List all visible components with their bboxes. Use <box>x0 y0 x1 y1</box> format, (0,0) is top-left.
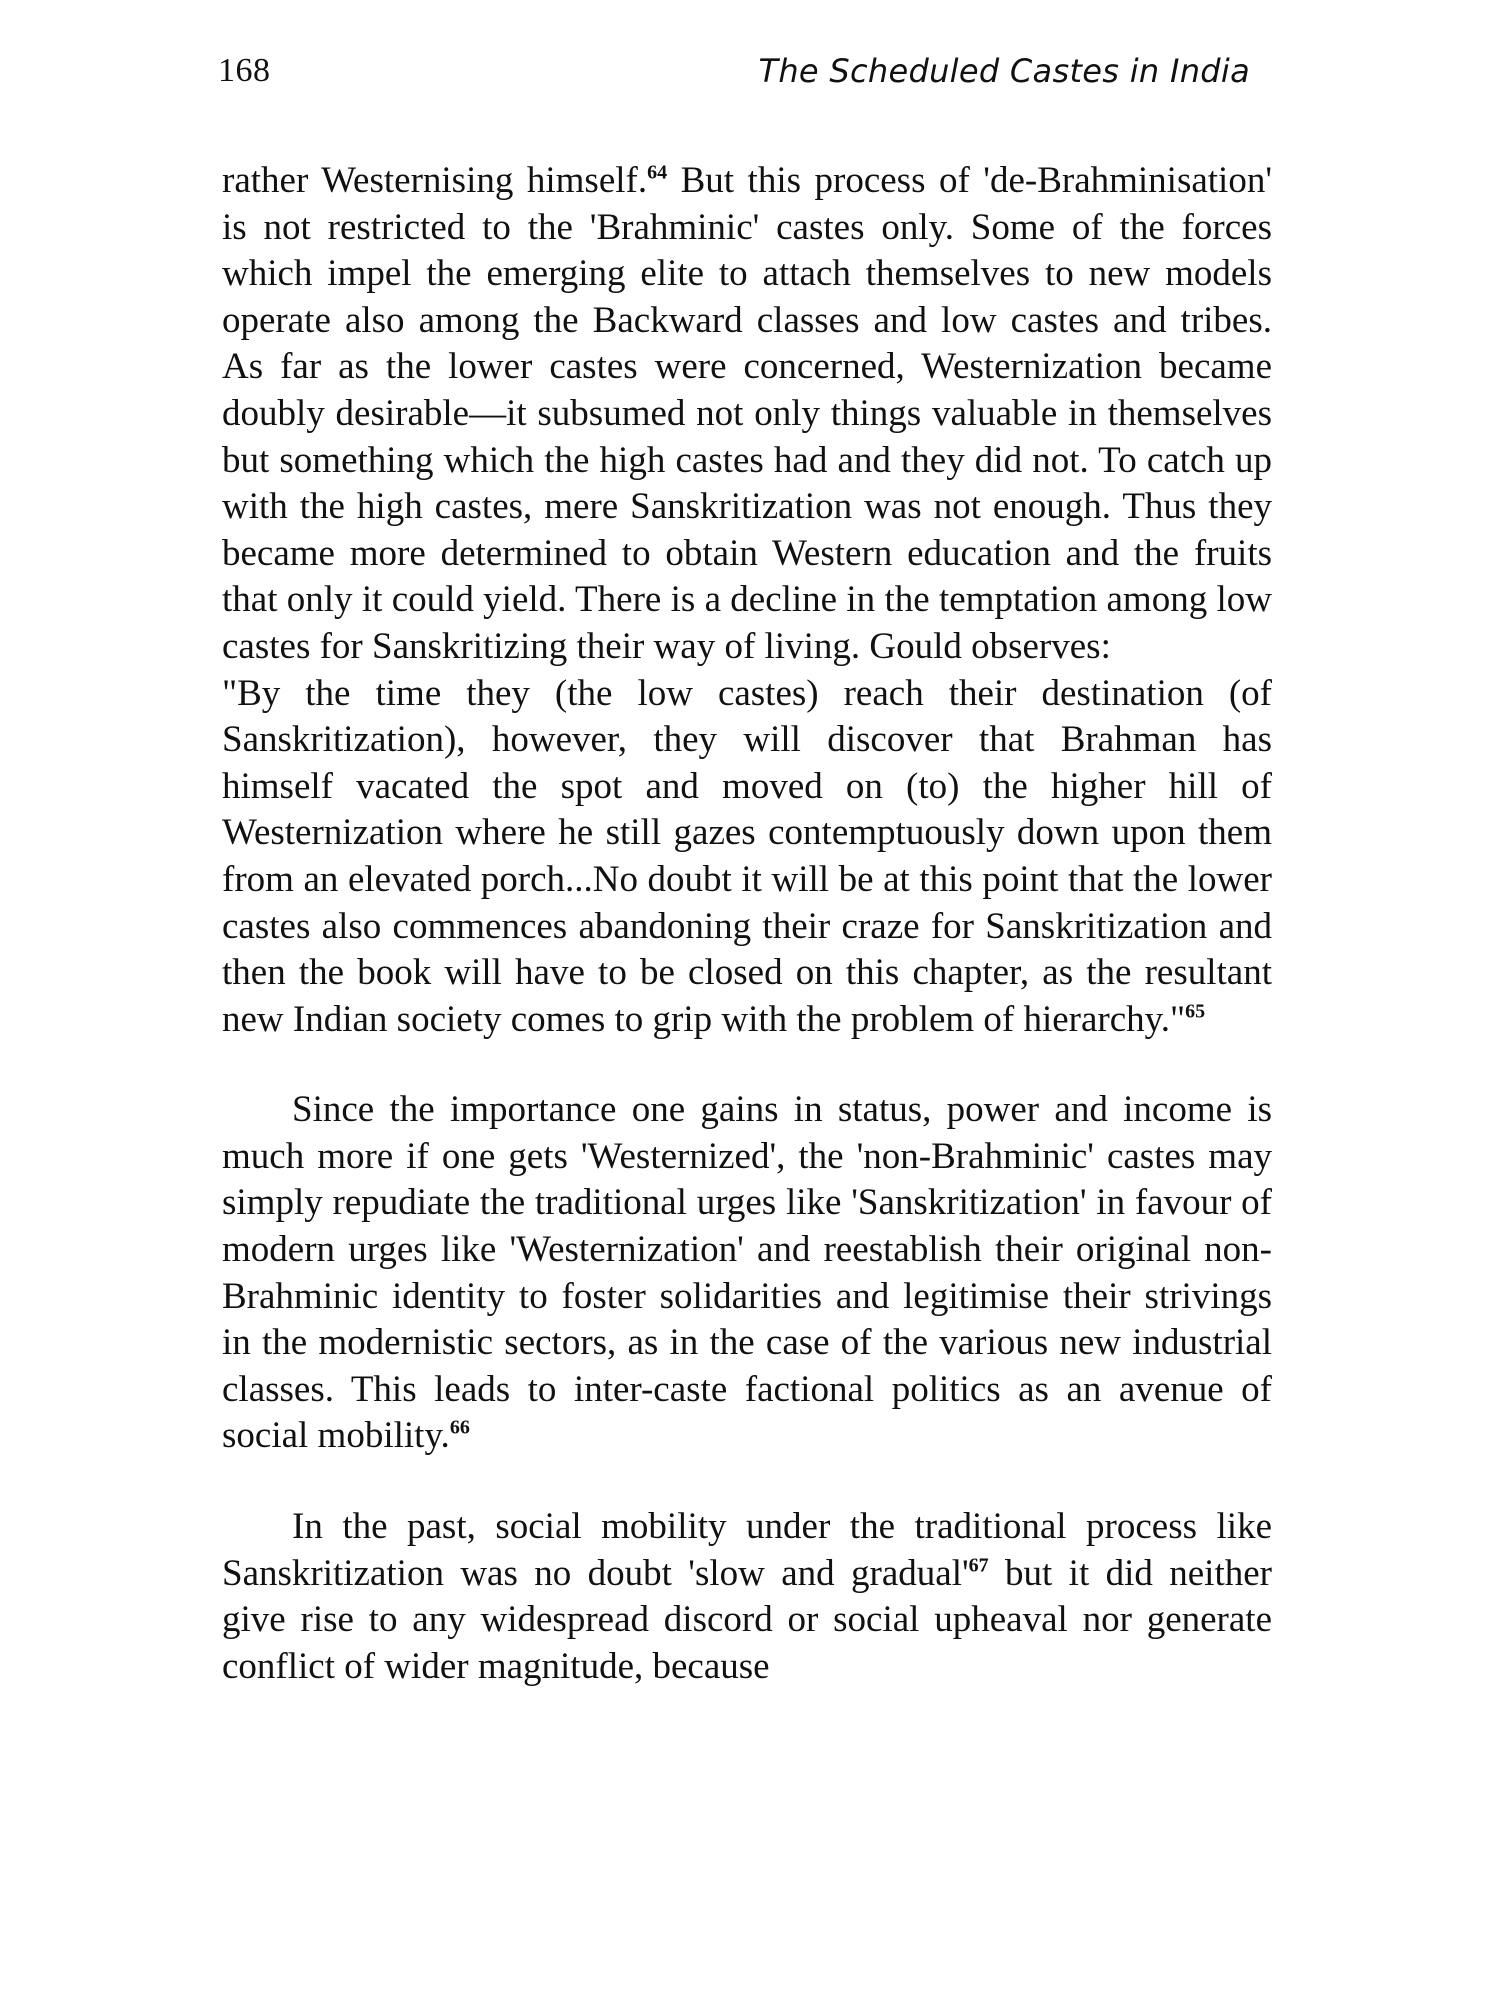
footnote-ref: 65 <box>1185 1000 1206 1023</box>
paragraph-text: but it did neither give rise to any widespread discord or social upheaval nor generate conflict of wider magnitude, because <box>222 1552 1272 1687</box>
paragraph <box>222 1087 1272 1460</box>
block-quote <box>222 671 1272 1044</box>
paragraph-gap <box>222 1043 1272 1087</box>
footnote-ref: 64 <box>647 161 668 184</box>
page-number: 168 <box>218 52 271 89</box>
footnote-ref: 66 <box>449 1417 470 1440</box>
paragraph-text: In the past, social mobility under the traditional process like Sanskritization was no doubt 'slow and gradual' <box>222 1506 1272 1594</box>
paragraph <box>222 158 1272 671</box>
paragraph-text: But this process of 'de-Brahminisation' is not restricted to the 'Brahminic' castes only. Some of the forces which impel the emerging elite to attach themselves to new models operate also among the Backward classes and low castes and tribes. As far as the lower castes were concerned, Westernization became doubly desirable—it subsumed not only things valuable in themselves but something which the high castes had and they did not. To catch up with the high castes, mere Sanskritization was not enough. Thus they became more determined to obtain Western education and the fruits that only it could yield. There is a decline in the temptation among low castes for Sanskritizing their way of living. Gould observes: <box>222 160 1273 667</box>
paragraph-gap <box>222 1460 1272 1504</box>
paragraph <box>222 1504 1272 1690</box>
paragraph-text: rather Westernising himself. <box>222 160 648 201</box>
page-header <box>218 52 1258 100</box>
running-head: The Scheduled Castes in India <box>758 52 1250 90</box>
footnote-ref: 67 <box>968 1554 989 1577</box>
body-text <box>222 158 1272 1690</box>
quote-text: "By the time they (the low castes) reach their destination (of Sanskritization), however, they will discover that Brahman has himself vacated the spot and moved on (to) the higher hill of Westernization where he still gazes contemptuously down upon them from an elevated porch...No doubt it will be at this point that the lower castes also commences abandoning their craze for Sanskritization and then the book will have to be closed on this chapter, as the resultant new Indian society comes to grip with the problem of hierarchy." <box>222 672 1272 1040</box>
paragraph-text: Since the importance one gains in status, power and income is much more if one gets 'Westernized', the 'non-Brahminic' castes may simply repudiate the traditional urges like 'Sanskritization' in favour of modern urges like 'Westernization' and reestablish their original non-Brahminic identity to foster solidarities and legitimise their strivings in the modernistic sectors, as in the case of the various new industrial classes. This leads to inter-caste factional politics as an avenue of social mobility. <box>222 1089 1272 1457</box>
